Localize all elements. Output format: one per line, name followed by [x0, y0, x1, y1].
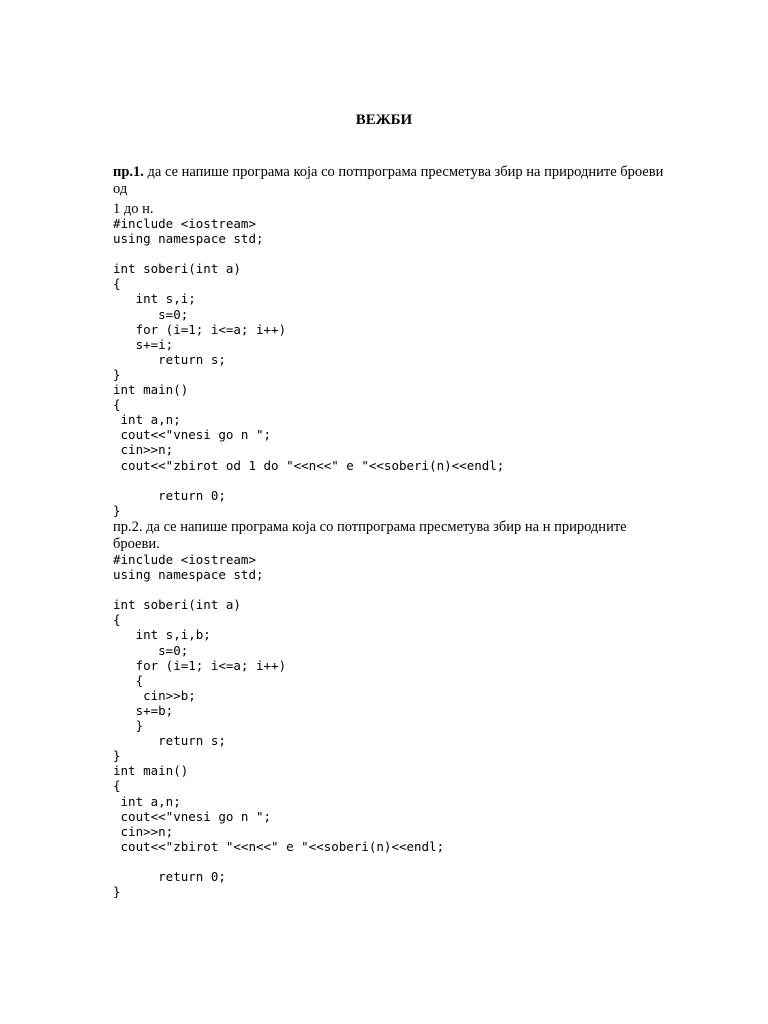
page-title: ВЕЖБИ: [355, 112, 413, 128]
exercise-1-code: #include <iostream> using namespace std; int soberi(int a) { int s,i; s=0; for (i=1; i<=a; i++) s+=i; return s; } int main() { int a,n; cout<<"vnesi go n "; cin>>n; cout<<"zbirot od 1 do "<<n<<" e "<<soberi(n)<<endl; return 0; }: [113, 216, 505, 518]
exercise-2-code: #include <iostream> using namespace std; int soberi(int a) { int s,i,b; s=0; for (i=1; i<=a; i++) { cin>>b; s+=b; } return s; } int main() { int a,n; cout<<"vnesi go n "; cin>>n; cout<<"zbirot "<<n<<" e "<<soberi(n)<<endl; return 0; }: [113, 552, 445, 900]
exercise-1-task: [113, 164, 673, 198]
exercise-1-task-continuation: 1 до н.: [113, 201, 154, 217]
exercise-1-text: да се напише програма која со потпрограма пресметува збир на природните броеви од: [113, 164, 664, 197]
exercise-2-task: пр.2. да се напише програма која со потпрограма пресметува збир на н природните броеви.: [113, 519, 627, 552]
exercise-1-label: пр.1.: [113, 164, 144, 180]
